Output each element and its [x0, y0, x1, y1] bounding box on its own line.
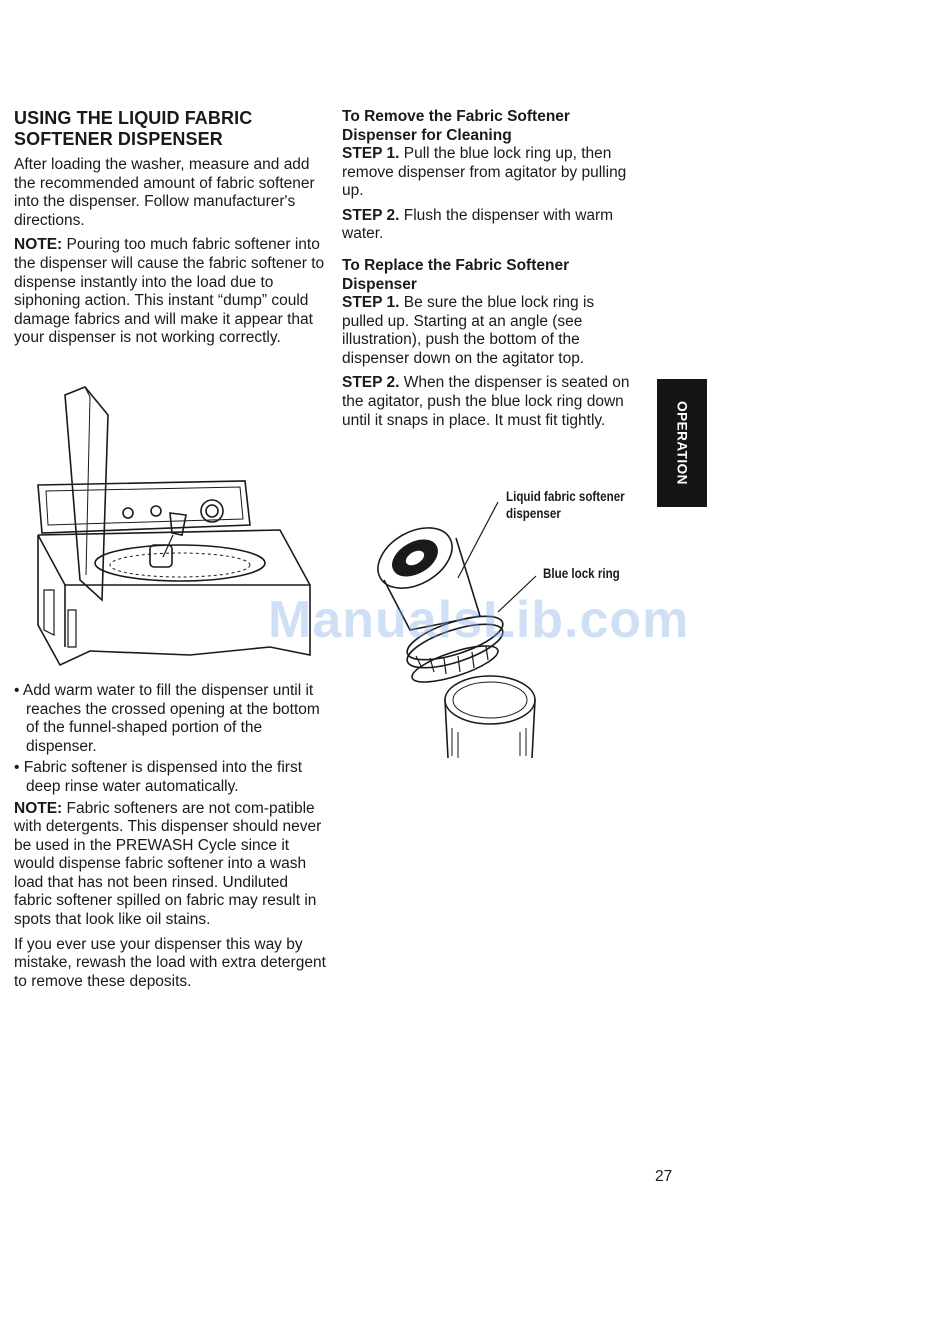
remove-step-1 [342, 145, 634, 201]
note-detergent [14, 800, 329, 930]
callout-dispenser: Liquid fabric softener dispenser [506, 489, 625, 521]
step-text: Be sure the blue lock ring is pulled up. Starting at an angle (see illustration), push the bottom of the dispenser down on the agitator top. [342, 293, 595, 367]
remove-step-2 [342, 207, 634, 244]
watermark: ManualsLib.com [268, 591, 690, 649]
page-number: 27 [655, 1168, 673, 1185]
step-text: When the dispenser is seated on the agitator, push the blue lock ring down until it snaps in place. It must fit tightly. [342, 374, 630, 429]
remove-heading: To Remove the Fabric Softener Dispenser for Cleaning [342, 108, 570, 144]
step-text: Flush the dispenser with warm water. [342, 206, 614, 243]
title-line-2: SOFTENER DISPENSER [14, 129, 223, 149]
bullet-item: • Fabric softener is dispensed into the first deep rinse water automatically. [14, 759, 329, 796]
step-label: STEP 1. [342, 145, 400, 162]
callout-lock-ring: Blue lock ring [543, 566, 620, 581]
title-line-1: USING THE LIQUID FABRIC [14, 108, 253, 128]
note-label: NOTE: [14, 799, 63, 817]
replace-heading: To Replace the Fabric Softener Dispenser [342, 256, 570, 293]
operation-side-tab [657, 379, 707, 507]
note-label: NOTE: [14, 236, 63, 254]
mistake-paragraph: If you ever use your dispenser this way by mistake, rewash the load with extra detergent to remove these deposits. [14, 935, 326, 990]
replace-step-1 [342, 294, 634, 368]
note-text: Pouring too much fabric softener into the dispenser will cause the fabric softener to dispense instantly into the load due to siphoning action. This instant “dump” could damage fabrics and will make it appear that your dispenser is not working correctly. [14, 236, 325, 347]
step-label: STEP 2. [342, 374, 400, 392]
right-column [342, 107, 634, 436]
side-tab-label: OPERATION [674, 401, 690, 485]
note-overfill [14, 236, 329, 348]
intro-paragraph: After loading the washer, measure and add the recommended amount of fabric softener into the dispenser. Follow manufacturer's directions. [14, 156, 315, 229]
note-text: Fabric softeners are not com-patible with detergents. This dispenser should never be used in the PREWASH Cycle since it would dispense fabric softener into a wash load that has not been rinsed. Undiluted fabric softener spilled on fabric may result in spots that look like oil stains. [14, 799, 322, 929]
bullet-item: • Add warm water to fill the dispenser until it reaches the crossed opening at the bottom of the funnel-shaped portion of the dispenser. [14, 682, 329, 756]
step-label: STEP 2. [342, 206, 400, 224]
step-text: Pull the blue lock ring up, then remove dispenser from agitator by pulling up. [342, 145, 627, 200]
replace-step-2 [342, 374, 634, 430]
section-title [14, 108, 329, 150]
bullet-list [14, 682, 329, 797]
step-label: STEP 1. [342, 293, 400, 311]
